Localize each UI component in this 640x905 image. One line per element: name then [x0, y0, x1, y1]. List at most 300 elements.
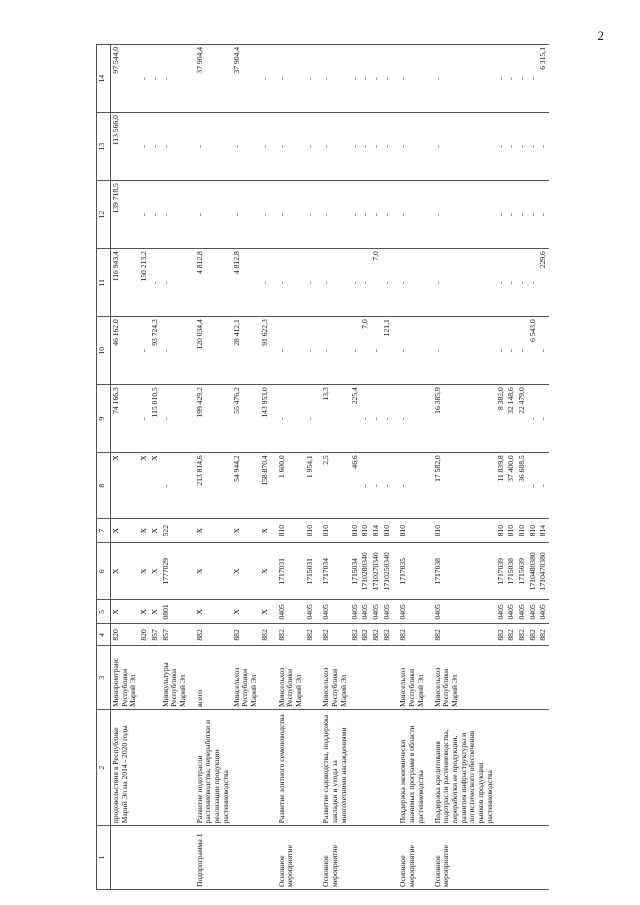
- column-header: 9: [97, 385, 111, 453]
- table-cell-col-6: 1710480380: [528, 543, 539, 600]
- table-cell-col-1: [538, 826, 549, 890]
- table-cell-col-14: -: [360, 45, 371, 113]
- table-cell-col-12: -: [371, 181, 382, 249]
- table-row: [360, 45, 371, 890]
- table-cell-col-9: -: [271, 385, 305, 453]
- table-cell-col-1: [517, 826, 528, 890]
- table-cell-col-4: 857: [150, 624, 161, 646]
- table-cell-col-2: [161, 710, 189, 826]
- table-cell-col-14: -: [150, 45, 161, 113]
- table-cell-col-6: 1717039: [496, 543, 507, 600]
- table-row: [260, 45, 271, 890]
- table-cell-col-2: [139, 710, 150, 826]
- table-cell-col-6: 1710270340: [371, 543, 382, 600]
- table-cell-col-3: [371, 646, 382, 710]
- table-cell-col-10: -: [506, 317, 517, 385]
- table-cell-col-4: 882: [506, 624, 517, 646]
- table-cell-col-4: 882: [392, 624, 426, 646]
- table-cell-col-9: -: [139, 385, 150, 453]
- table-cell-col-4: 882: [496, 624, 507, 646]
- table-cell-col-3: [528, 646, 539, 710]
- table-cell-col-14: -: [496, 45, 507, 113]
- table-cell-col-13: -: [528, 113, 539, 181]
- table-cell-col-7: 810: [506, 519, 517, 543]
- table-row: [189, 45, 232, 890]
- table-cell-col-9: 13,3: [315, 385, 349, 453]
- table-cell-col-5: X: [111, 600, 140, 624]
- table-cell-col-3: Минсельхоз Республики Марий Эл: [232, 646, 260, 710]
- table-cell-col-8: -: [538, 453, 549, 519]
- table-cell-col-3: Минпромтранс Республики Марий Эл: [111, 646, 140, 710]
- table-cell-col-6: 1715034: [350, 543, 361, 600]
- table-cell-col-3: [382, 646, 393, 710]
- table-cell-col-13: -: [360, 113, 371, 181]
- table-cell-col-4: 882: [260, 624, 271, 646]
- table-cell-col-9: 16 385,9: [427, 385, 496, 453]
- table-cell-col-7: X: [111, 519, 140, 543]
- table-cell-col-3: [360, 646, 371, 710]
- table-cell-col-5: 0405: [382, 600, 393, 624]
- table-cell-col-1: [371, 826, 382, 890]
- table-cell-col-9: 115 010,5: [150, 385, 161, 453]
- table-cell-col-6: X: [139, 543, 150, 600]
- table-cell-col-7: 810: [271, 519, 305, 543]
- table-cell-col-4: 882: [528, 624, 539, 646]
- table-cell-col-11: -: [271, 249, 305, 317]
- table-cell-col-11: -: [305, 249, 316, 317]
- table-cell-col-13: -: [382, 113, 393, 181]
- table-cell-col-1: [506, 826, 517, 890]
- table-row: [506, 45, 517, 890]
- table-cell-col-7: X: [260, 519, 271, 543]
- table-cell-col-5: 0405: [427, 600, 496, 624]
- table-cell-col-10: 28 412,1: [232, 317, 260, 385]
- table-cell-col-6: 1710280340: [360, 543, 371, 600]
- table-cell-col-4: 882: [538, 624, 549, 646]
- table-cell-col-7: X: [232, 519, 260, 543]
- table-cell-col-3: [350, 646, 361, 710]
- table-cell-col-12: -: [232, 181, 260, 249]
- table-cell-col-12: -: [139, 181, 150, 249]
- table-cell-col-14: -: [305, 45, 316, 113]
- table-cell-col-3: [305, 646, 316, 710]
- column-header: 7: [97, 519, 111, 543]
- table-cell-col-8: -: [392, 453, 426, 519]
- table-cell-col-8: X: [150, 453, 161, 519]
- table-cell-col-2: [232, 710, 260, 826]
- table-cell-col-9: 143 953,0: [260, 385, 271, 453]
- table-cell-col-5: 0405: [360, 600, 371, 624]
- table-cell-col-12: -: [189, 181, 232, 249]
- table-row: [496, 45, 507, 890]
- table-cell-col-8: 1 600,0: [271, 453, 305, 519]
- table-cell-col-10: -: [427, 317, 496, 385]
- table-cell-col-7: 810: [360, 519, 371, 543]
- table-cell-col-5: 0405: [506, 600, 517, 624]
- table-cell-col-14: -: [350, 45, 361, 113]
- table-cell-col-6: 1710250340: [382, 543, 393, 600]
- table-cell-col-9: 74 166,3: [111, 385, 140, 453]
- table-cell-col-13: -: [189, 113, 232, 181]
- table-cell-col-5: X: [232, 600, 260, 624]
- table-cell-col-13: -: [538, 113, 549, 181]
- table-cell-col-11: -: [150, 249, 161, 317]
- table-cell-col-7: 810: [517, 519, 528, 543]
- table-cell-col-13: 113 566,0: [111, 113, 140, 181]
- table-cell-col-13: -: [232, 113, 260, 181]
- table-cell-col-13: -: [260, 113, 271, 181]
- table-cell-col-12: -: [427, 181, 496, 249]
- table-cell-col-12: -: [150, 181, 161, 249]
- table-cell-col-14: -: [427, 45, 496, 113]
- table-cell-col-12: -: [350, 181, 361, 249]
- table-cell-col-3: [139, 646, 150, 710]
- table-cell-col-6: 1715039: [517, 543, 528, 600]
- table-cell-col-11: -: [506, 249, 517, 317]
- table-cell-col-12: -: [528, 181, 539, 249]
- table-cell-col-2: Поддержка кредитования подотрасли растениеводства, переработки ее продукции, развития инфраструктуры и логистического обеспечения рынков продукции растениеводства: [427, 710, 496, 826]
- table-row: [392, 45, 426, 890]
- table-row: [139, 45, 150, 890]
- table-cell-col-10: 7,0: [360, 317, 371, 385]
- table-cell-col-10: 46 162,0: [111, 317, 140, 385]
- table-cell-col-7: 522: [161, 519, 189, 543]
- table-cell-col-14: -: [382, 45, 393, 113]
- table-cell-col-5: 0405: [392, 600, 426, 624]
- table-cell-col-4: 882: [382, 624, 393, 646]
- table-cell-col-7: 810: [350, 519, 361, 543]
- table-cell-col-4: 882: [189, 624, 232, 646]
- table-cell-col-10: -: [350, 317, 361, 385]
- table-cell-col-5: 0405: [271, 600, 305, 624]
- table-cell-col-8: -: [371, 453, 382, 519]
- table-cell-col-8: 37 400,0: [506, 453, 517, 519]
- table-cell-col-11: -: [528, 249, 539, 317]
- table-cell-col-6: 1717031: [271, 543, 305, 600]
- table-cell-col-5: 0405: [528, 600, 539, 624]
- table-row: [305, 45, 316, 890]
- column-header: 14: [97, 45, 111, 113]
- table-cell-col-11: -: [360, 249, 371, 317]
- table-cell-col-1: Основное мероприятие: [271, 826, 305, 890]
- table-cell-col-5: 0405: [496, 600, 507, 624]
- table-cell-col-3: Минсельхоз Республики Марий Эл: [427, 646, 496, 710]
- table-cell-col-6: 1717034: [315, 543, 349, 600]
- table-cell-col-10: -: [139, 317, 150, 385]
- table-cell-col-6: 1710470380: [538, 543, 549, 600]
- table-cell-col-14: -: [506, 45, 517, 113]
- table-row: [371, 45, 382, 890]
- table-cell-col-8: 1 954,1: [305, 453, 316, 519]
- table-cell-col-10: -: [315, 317, 349, 385]
- table-cell-col-3: Минсельхоз Республики Марий Эл: [315, 646, 349, 710]
- table-row: [427, 45, 496, 890]
- table-cell-col-12: -: [271, 181, 305, 249]
- table-cell-col-9: 8 382,0: [496, 385, 507, 453]
- table-row: [111, 45, 140, 890]
- table-cell-col-2: [528, 710, 539, 826]
- table-cell-col-11: -: [392, 249, 426, 317]
- table-cell-col-13: -: [161, 113, 189, 181]
- table-cell-col-7: X: [189, 519, 232, 543]
- table-cell-col-3: [538, 646, 549, 710]
- table-cell-col-2: Развитие садоводства, поддержка закладки и ухода за многолетними насаждениями: [315, 710, 349, 826]
- table-cell-col-6: 1715031: [305, 543, 316, 600]
- table-row: [382, 45, 393, 890]
- table-cell-col-8: 2,5: [315, 453, 349, 519]
- table-cell-col-2: [496, 710, 507, 826]
- table-cell-col-11: -: [161, 249, 189, 317]
- table-cell-col-14: -: [392, 45, 426, 113]
- table-cell-col-12: -: [496, 181, 507, 249]
- column-header: 8: [97, 453, 111, 519]
- table-cell-col-12: -: [382, 181, 393, 249]
- table-cell-col-11: 7,0: [371, 249, 382, 317]
- table-cell-col-7: 810: [496, 519, 507, 543]
- table-cell-col-8: 54 944,2: [232, 453, 260, 519]
- table-cell-col-11: -: [427, 249, 496, 317]
- column-header: 1: [97, 826, 111, 890]
- table-cell-col-2: [517, 710, 528, 826]
- table-cell-col-5: 0405: [371, 600, 382, 624]
- table-cell-col-3: Минсельхоз Республики Марий Эл: [271, 646, 305, 710]
- table-cell-col-9: -: [371, 385, 382, 453]
- table-cell-col-14: 37 904,4: [232, 45, 260, 113]
- table-cell-col-5: 0405: [305, 600, 316, 624]
- table-cell-col-11: -: [496, 249, 507, 317]
- table-cell-col-8: X: [139, 453, 150, 519]
- table-cell-col-9: -: [360, 385, 371, 453]
- table-cell-col-7: X: [150, 519, 161, 543]
- table-cell-col-1: [161, 826, 189, 890]
- table-cell-col-1: [139, 826, 150, 890]
- table-cell-col-11: 229,6: [538, 249, 549, 317]
- table-cell-col-1: [350, 826, 361, 890]
- column-header: 5: [97, 600, 111, 624]
- table-cell-col-13: -: [427, 113, 496, 181]
- table-cell-col-5: 0405: [315, 600, 349, 624]
- table-cell-col-1: [111, 826, 140, 890]
- table-cell-col-11: 116 943,4: [111, 249, 140, 317]
- table-cell-col-5: X: [189, 600, 232, 624]
- table-cell-col-12: -: [260, 181, 271, 249]
- table-row: [350, 45, 361, 890]
- table-cell-col-12: -: [360, 181, 371, 249]
- table-cell-col-3: [260, 646, 271, 710]
- table-cell-col-11: -: [350, 249, 361, 317]
- table-cell-col-5: X: [150, 600, 161, 624]
- table-cell-col-13: -: [350, 113, 361, 181]
- table-cell-col-1: [382, 826, 393, 890]
- table-row: [538, 45, 549, 890]
- table-cell-col-2: [150, 710, 161, 826]
- table-cell-col-4: 882: [517, 624, 528, 646]
- table-row: [161, 45, 189, 890]
- table-cell-col-1: Подпрограмма 1: [189, 826, 232, 890]
- table-cell-col-7: 810: [427, 519, 496, 543]
- table-cell-col-11: 150 213,2: [139, 249, 150, 317]
- table-cell-col-4: 882: [427, 624, 496, 646]
- table-cell-col-1: Основное мероприятие: [427, 826, 496, 890]
- table-cell-col-8: -: [161, 453, 189, 519]
- table-cell-col-14: -: [528, 45, 539, 113]
- table-cell-col-13: -: [517, 113, 528, 181]
- table-cell-col-10: 91 622,3: [260, 317, 271, 385]
- table-cell-col-1: Основное мероприятие: [392, 826, 426, 890]
- table-cell-col-2: [538, 710, 549, 826]
- table-cell-col-8: 11 839,8: [496, 453, 507, 519]
- table-cell-col-9: -: [392, 385, 426, 453]
- table-cell-col-6: X: [232, 543, 260, 600]
- table-cell-col-14: -: [271, 45, 305, 113]
- table-cell-col-6: 1715038: [506, 543, 517, 600]
- table-cell-col-13: -: [271, 113, 305, 181]
- rotated-table-container: [96, 44, 616, 890]
- table-cell-col-8: -: [528, 453, 539, 519]
- table-cell-col-2: Развитие элитного семеноводства: [271, 710, 305, 826]
- table-cell-col-9: -: [161, 385, 189, 453]
- table-cell-col-8: -: [382, 453, 393, 519]
- table-cell-col-14: 6 315,1: [538, 45, 549, 113]
- column-header: 2: [97, 710, 111, 826]
- table-cell-col-8: 213 814,6: [189, 453, 232, 519]
- table-cell-col-13: -: [392, 113, 426, 181]
- table-cell-col-4: 820: [111, 624, 140, 646]
- table-cell-col-10: -: [517, 317, 528, 385]
- table-cell-col-12: -: [517, 181, 528, 249]
- table-cell-col-7: 810: [305, 519, 316, 543]
- table-row: [232, 45, 260, 890]
- table-row: [315, 45, 349, 890]
- table-cell-col-13: -: [506, 113, 517, 181]
- table-cell-col-11: -: [517, 249, 528, 317]
- table-cell-col-13: -: [371, 113, 382, 181]
- table-cell-col-13: -: [139, 113, 150, 181]
- table-cell-col-11: -: [315, 249, 349, 317]
- table-cell-col-6: X: [260, 543, 271, 600]
- table-cell-col-14: -: [315, 45, 349, 113]
- table-cell-col-10: 120 034,4: [189, 317, 232, 385]
- table-cell-col-1: [528, 826, 539, 890]
- table-cell-col-6: 1717035: [392, 543, 426, 600]
- table-cell-col-4: 882: [371, 624, 382, 646]
- table-cell-col-14: 97 544,0: [111, 45, 140, 113]
- table-cell-col-12: -: [161, 181, 189, 249]
- budget-table: [96, 44, 549, 890]
- table-cell-col-4: 882: [315, 624, 349, 646]
- column-header: 3: [97, 646, 111, 710]
- table-cell-col-3: [506, 646, 517, 710]
- table-cell-col-7: X: [139, 519, 150, 543]
- table-cell-col-1: [260, 826, 271, 890]
- table-cell-col-10: 121,1: [382, 317, 393, 385]
- column-header: 12: [97, 181, 111, 249]
- header-row: [97, 45, 111, 890]
- table-cell-col-12: -: [315, 181, 349, 249]
- table-cell-col-2: [360, 710, 371, 826]
- table-cell-col-14: -: [161, 45, 189, 113]
- table-cell-col-6: 1777029: [161, 543, 189, 600]
- table-cell-col-9: 32 148,6: [506, 385, 517, 453]
- table-cell-col-9: -: [538, 385, 549, 453]
- table-cell-col-12: 139 718,5: [111, 181, 140, 249]
- table-cell-col-6: X: [189, 543, 232, 600]
- table-cell-col-13: -: [496, 113, 507, 181]
- table-cell-col-9: 55 476,2: [232, 385, 260, 453]
- table-cell-col-7: 810: [382, 519, 393, 543]
- table-cell-col-11: 4 812,8: [189, 249, 232, 317]
- page-number: 2: [597, 28, 604, 43]
- table-cell-col-2: [260, 710, 271, 826]
- column-header: 13: [97, 113, 111, 181]
- table-cell-col-8: 17 582,0: [427, 453, 496, 519]
- table-cell-col-5: 0801: [161, 600, 189, 624]
- table-cell-col-13: -: [315, 113, 349, 181]
- table-cell-col-5: 0405: [517, 600, 528, 624]
- table-cell-col-1: Основное мероприятие: [315, 826, 349, 890]
- table-cell-col-7: 814: [371, 519, 382, 543]
- table-cell-col-14: -: [371, 45, 382, 113]
- table-cell-col-1: [360, 826, 371, 890]
- table-cell-col-1: [496, 826, 507, 890]
- table-cell-col-4: 882: [271, 624, 305, 646]
- table-cell-col-12: -: [392, 181, 426, 249]
- table-cell-col-10: -: [271, 317, 305, 385]
- table-cell-col-2: продовольствия в Республике Марий Эл на 2014 - 2020 годы: [111, 710, 140, 826]
- table-cell-col-3: [150, 646, 161, 710]
- table-cell-col-8: 158 870,4: [260, 453, 271, 519]
- table-rotation-frame: [96, 44, 616, 890]
- table-cell-col-2: [305, 710, 316, 826]
- table-cell-col-11: -: [260, 249, 271, 317]
- table-cell-col-4: 820: [139, 624, 150, 646]
- table-cell-col-10: 6 543,0: [528, 317, 539, 385]
- column-header: 11: [97, 249, 111, 317]
- table-cell-col-13: -: [150, 113, 161, 181]
- table-cell-col-2: Поддержка экономически значимых программ в области растениеводства: [392, 710, 426, 826]
- table-cell-col-4: 882: [350, 624, 361, 646]
- table-header: [97, 45, 111, 890]
- table-cell-col-3: всего: [189, 646, 232, 710]
- table-cell-col-3: [496, 646, 507, 710]
- column-header: 4: [97, 624, 111, 646]
- table-row: [528, 45, 539, 890]
- table-cell-col-4: 882: [360, 624, 371, 646]
- table-body: [111, 45, 550, 890]
- table-cell-col-8: X: [111, 453, 140, 519]
- table-cell-col-4: 882: [305, 624, 316, 646]
- table-cell-col-2: [382, 710, 393, 826]
- table-cell-col-2: [506, 710, 517, 826]
- table-cell-col-6: X: [150, 543, 161, 600]
- table-cell-col-6: X: [111, 543, 140, 600]
- table-cell-col-7: 814: [538, 519, 549, 543]
- table-cell-col-9: -: [528, 385, 539, 453]
- table-cell-col-7: 810: [528, 519, 539, 543]
- table-cell-col-10: -: [305, 317, 316, 385]
- table-cell-col-5: X: [139, 600, 150, 624]
- table-row: [271, 45, 305, 890]
- table-cell-col-2: [350, 710, 361, 826]
- table-cell-col-7: 810: [392, 519, 426, 543]
- table-cell-col-12: -: [305, 181, 316, 249]
- table-cell-col-12: -: [506, 181, 517, 249]
- table-row: [150, 45, 161, 890]
- table-cell-col-9: 22 479,0: [517, 385, 528, 453]
- table-cell-col-1: [305, 826, 316, 890]
- table-cell-col-3: Минкультуры Республики Марий Эл: [161, 646, 189, 710]
- table-cell-col-8: 36 688,5: [517, 453, 528, 519]
